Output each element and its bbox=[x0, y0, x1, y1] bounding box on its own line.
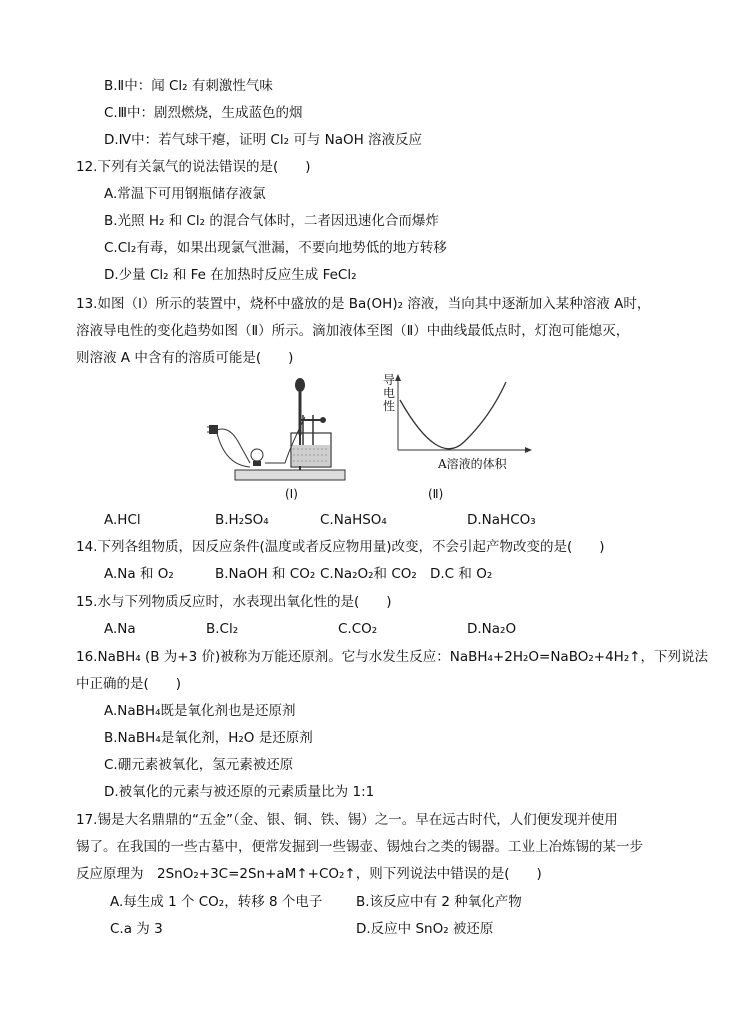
figure1-label: (Ⅰ) bbox=[285, 487, 298, 501]
q11-option-c: C.Ⅲ中：剧烈燃烧，生成蓝色的烟 bbox=[104, 105, 303, 121]
q17-stem-line2: 锡了。在我国的一些古墓中，便常发掘到一些锡壶、锡烛台之类的锡器。工业上冶炼锡的某一步 bbox=[76, 839, 643, 855]
q16-stem-line1: 16.NaBH₄ (B 为+3 价)被称为万能还原剂。它与水发生反应：NaBH₄+2H₂O=NaBO₂+4H₂↑，下列说法 bbox=[76, 649, 709, 665]
q15-option-d: D.Na₂O bbox=[467, 621, 517, 637]
q12-option-a: A.常温下可用钢瓶储存液氯 bbox=[104, 186, 266, 202]
q15-option-a: A.Na bbox=[104, 621, 136, 637]
q15-stem: 15.水与下列物质反应时，水表现出氧化性的是( ) bbox=[76, 594, 392, 610]
q16-option-a: A.NaBH₄既是氧化剂也是还原剂 bbox=[104, 703, 296, 719]
q13-stem-line1: 13.如图（Ⅰ）所示的装置中，烧杯中盛放的是 Ba(OH)₂ 溶液，当向其中逐渐加入某种溶液 A时， bbox=[76, 296, 651, 312]
apparatus-figure bbox=[205, 375, 355, 500]
q17-option-b: B.该反应中有 2 种氧化产物 bbox=[356, 894, 522, 910]
q12-option-d: D.少量 Cl₂ 和 Fe 在加热时反应生成 FeCl₂ bbox=[104, 267, 357, 283]
q14-option-b: B.NaOH 和 CO₂ bbox=[215, 566, 316, 582]
q13-option-d: D.NaHCO₃ bbox=[467, 512, 536, 528]
q11-option-b: B.Ⅱ中：闻 Cl₂ 有刺激性气味 bbox=[104, 78, 273, 94]
q17-option-c: C.a 为 3 bbox=[110, 921, 163, 937]
q17-option-d: D.反应中 SnO₂ 被还原 bbox=[356, 921, 494, 937]
q16-option-d: D.被氧化的元素与被还原的元素质量比为 1:1 bbox=[104, 784, 375, 800]
q17-option-a: A.每生成 1 个 CO₂，转移 8 个电子 bbox=[110, 894, 323, 910]
figure2-ylabel: 导 电 性 bbox=[383, 373, 396, 413]
q13-option-a: A.HCl bbox=[104, 512, 141, 528]
q16-option-b: B.NaBH₄是氧化剂，H₂O 是还原剂 bbox=[104, 730, 313, 746]
q15-option-c: C.CO₂ bbox=[338, 621, 378, 637]
q14-option-d: D.C 和 O₂ bbox=[430, 566, 493, 582]
q12-stem: 12.下列有关氯气的说法错误的是( ) bbox=[76, 159, 311, 175]
q13-stem-line2: 溶液导电性的变化趋势如图（Ⅱ）所示。滴加液体至图（Ⅱ）中曲线最低点时，灯泡可能熄灭， bbox=[76, 323, 630, 339]
q16-option-c: C.硼元素被氧化，氢元素被还原 bbox=[104, 757, 294, 773]
q14-option-c: C.Na₂O₂和 CO₂ bbox=[320, 566, 417, 582]
q14-stem: 14.下列各组物质，因反应条件(温度或者反应物用量)改变，不会引起产物改变的是( ) bbox=[76, 539, 605, 555]
q17-stem-line3: 反应原理为 2SnO₂+3C=2Sn+aM↑+CO₂↑，则下列说法中错误的是( ) bbox=[76, 866, 542, 882]
q14-option-a: A.Na 和 O₂ bbox=[104, 566, 174, 582]
q17-stem-line1: 17.锡是大名鼎鼎的“五金”（金、银、铜、铁、锡）之一。早在远古时代，人们便发现并使用 bbox=[76, 812, 618, 828]
q16-stem-line2: 中正确的是( ) bbox=[76, 676, 182, 692]
figure2-xlabel: A溶液的体积 bbox=[438, 457, 507, 471]
q13-option-c: C.NaHSO₄ bbox=[320, 512, 387, 528]
q13-stem-line3: 则溶液 A 中含有的溶质可能是( ) bbox=[76, 350, 294, 366]
figure2-label: (Ⅱ) bbox=[428, 487, 444, 501]
q13-option-b: B.H₂SO₄ bbox=[215, 512, 269, 528]
q12-option-b: B.光照 H₂ 和 Cl₂ 的混合气体时，二者因迅速化合而爆炸 bbox=[104, 213, 439, 229]
q11-option-d: D.Ⅳ中：若气球干瘪，证明 Cl₂ 可与 NaOH 溶液反应 bbox=[104, 132, 423, 148]
q15-option-b: B.Cl₂ bbox=[206, 621, 239, 637]
q12-option-c: C.Cl₂有毒，如果出现氯气泄漏，不要向地势低的地方转移 bbox=[104, 240, 447, 256]
conductivity-curve bbox=[400, 382, 506, 449]
